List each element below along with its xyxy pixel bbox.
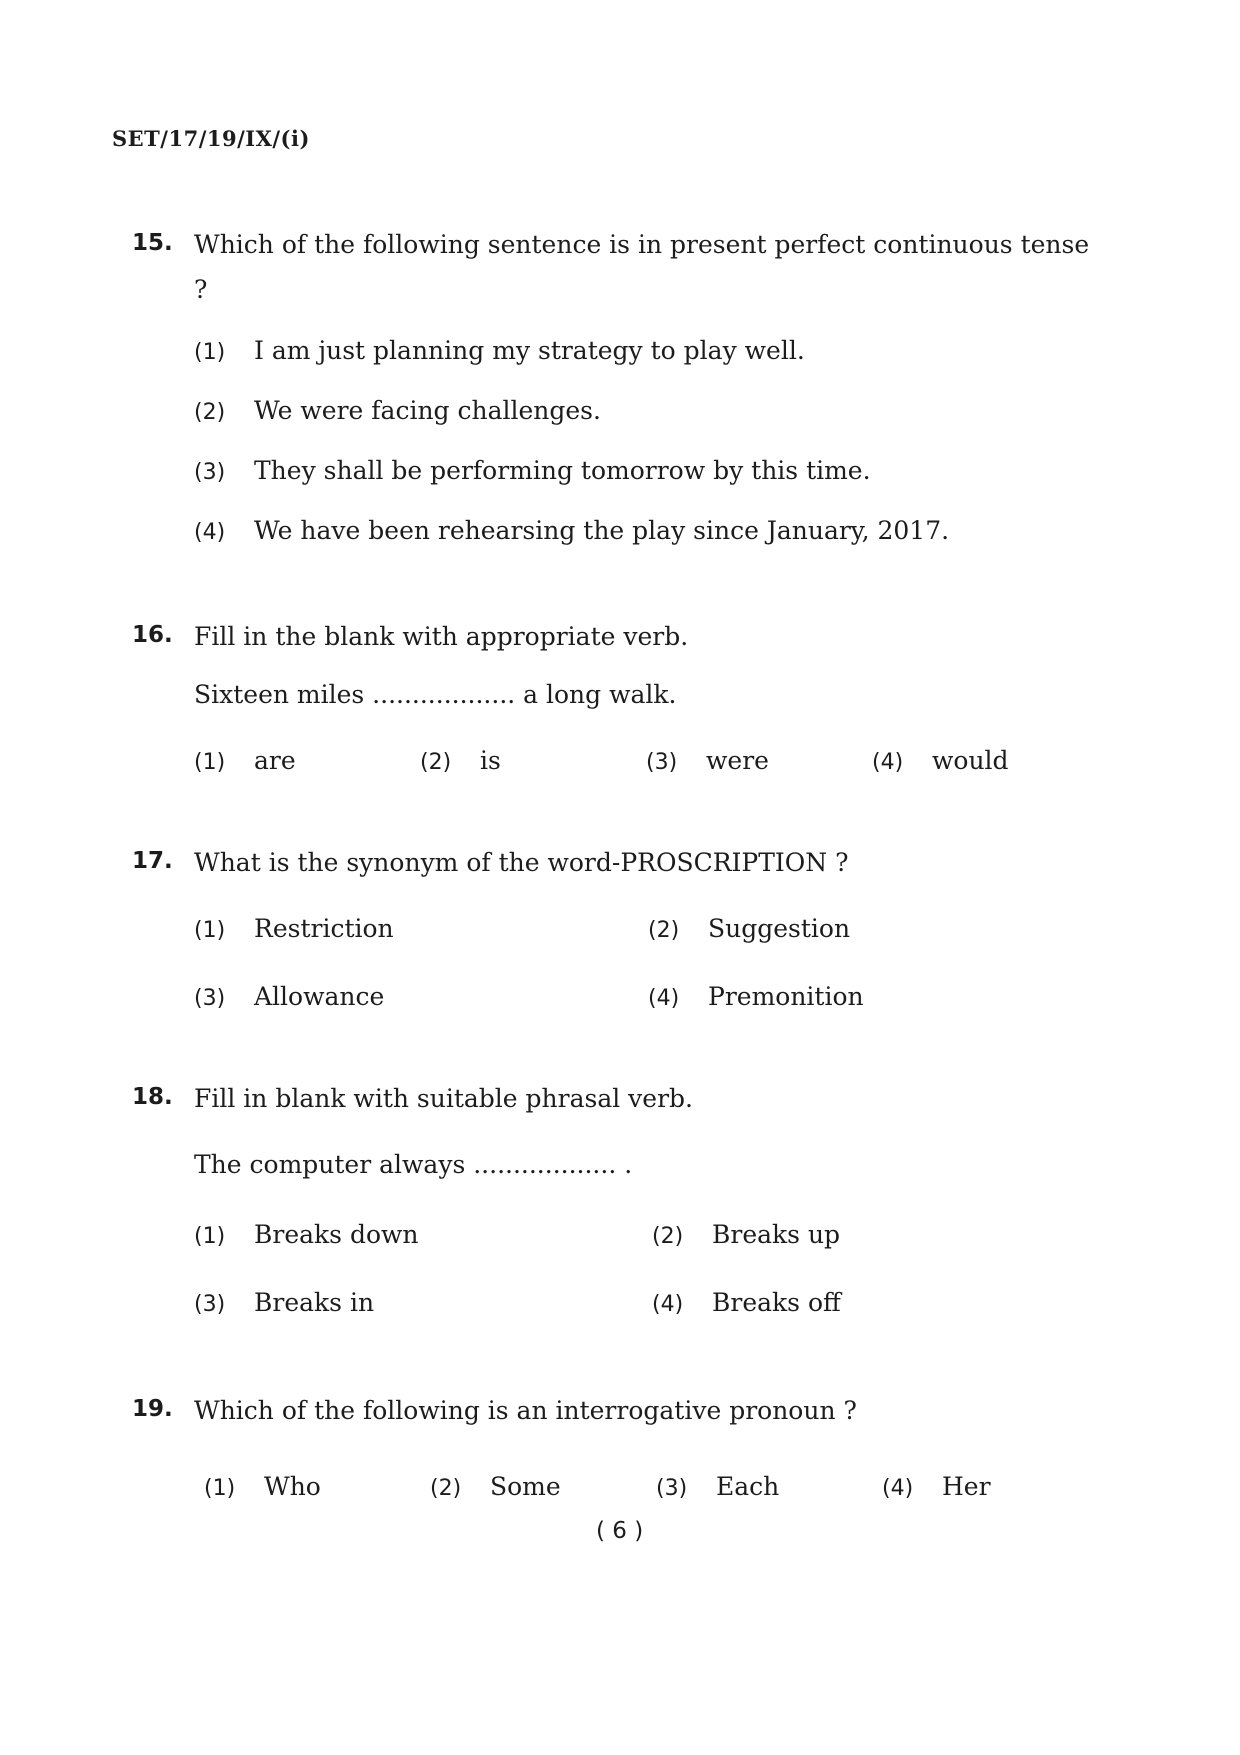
option-number: (4) [648,986,680,1011]
option-2 [194,396,601,425]
option-number: (3) [194,986,226,1011]
option-4 [872,746,1009,775]
option-text: Allowance [254,982,385,1011]
option-text: Who [264,1472,321,1501]
option-text: Breaks off [712,1288,841,1317]
question-blank-sentence: The computer always .................. . [194,1150,633,1179]
option-number: (1) [204,1476,236,1501]
option-text: Her [942,1472,991,1501]
option-number: (1) [194,1224,226,1249]
option-text: Suggestion [708,914,851,943]
option-2 [420,746,501,775]
option-number: (2) [652,1224,684,1249]
question-text: Fill in blank with suitable phrasal verb. [194,1084,693,1113]
option-text: We were facing challenges. [254,396,601,425]
option-number: (2) [194,400,226,425]
option-text: Some [490,1472,561,1501]
option-4 [648,982,864,1011]
option-4 [194,516,949,545]
option-2 [648,914,850,943]
option-2 [430,1472,561,1501]
option-number: (2) [430,1476,462,1501]
option-number: (3) [656,1476,688,1501]
option-1 [194,1220,419,1249]
option-2 [652,1220,840,1249]
option-4 [652,1288,841,1317]
question-number: 19. [132,1396,173,1422]
option-3 [194,456,871,485]
option-text: Each [716,1472,780,1501]
question-number: 18. [132,1084,173,1110]
option-number: (1) [194,750,226,775]
page-code: SET/17/19/IX/(i) [112,126,310,151]
question-number: 16. [132,622,173,648]
option-number: (3) [646,750,678,775]
question-text: Fill in the blank with appropriate verb. [194,622,689,651]
option-3 [646,746,769,775]
option-text: are [254,746,296,775]
option-3 [194,1288,374,1317]
option-text: Premonition [708,982,864,1011]
option-text: were [706,746,769,775]
question-text: Which of the following sentence is in present perfect continuous tense ? [194,230,1090,304]
option-1 [194,914,394,943]
option-number: (2) [648,918,680,943]
option-3 [656,1472,779,1501]
option-1 [194,746,296,775]
option-number: (2) [420,750,452,775]
question-text: What is the synonym of the word-PROSCRIPTION ? [194,848,849,877]
option-text: would [932,746,1009,775]
option-text: We have been rehearsing the play since January, 2017. [254,516,950,545]
option-text: They shall be performing tomorrow by this time. [254,456,871,485]
option-3 [194,982,384,1011]
option-number: (4) [194,520,226,545]
option-number: (4) [872,750,904,775]
option-4 [882,1472,991,1501]
question-number: 17. [132,848,173,874]
option-text: Breaks in [254,1288,375,1317]
page-number: ( 6 ) [596,1518,644,1544]
option-text: I am just planning my strategy to play well. [254,336,805,365]
option-number: (3) [194,1292,226,1317]
option-text: Breaks up [712,1220,841,1249]
option-number: (4) [882,1476,914,1501]
option-text: is [480,746,501,775]
option-text: Breaks down [254,1220,419,1249]
question-blank-sentence: Sixteen miles .................. a long walk. [194,680,677,709]
option-1 [204,1472,321,1501]
option-1 [194,336,805,365]
option-text: Restriction [254,914,394,943]
question-text: Which of the following is an interrogative pronoun ? [194,1396,857,1425]
option-number: (3) [194,460,226,485]
option-number: (1) [194,918,226,943]
option-number: (1) [194,340,226,365]
option-number: (4) [652,1292,684,1317]
question-number: 15. [132,230,173,256]
